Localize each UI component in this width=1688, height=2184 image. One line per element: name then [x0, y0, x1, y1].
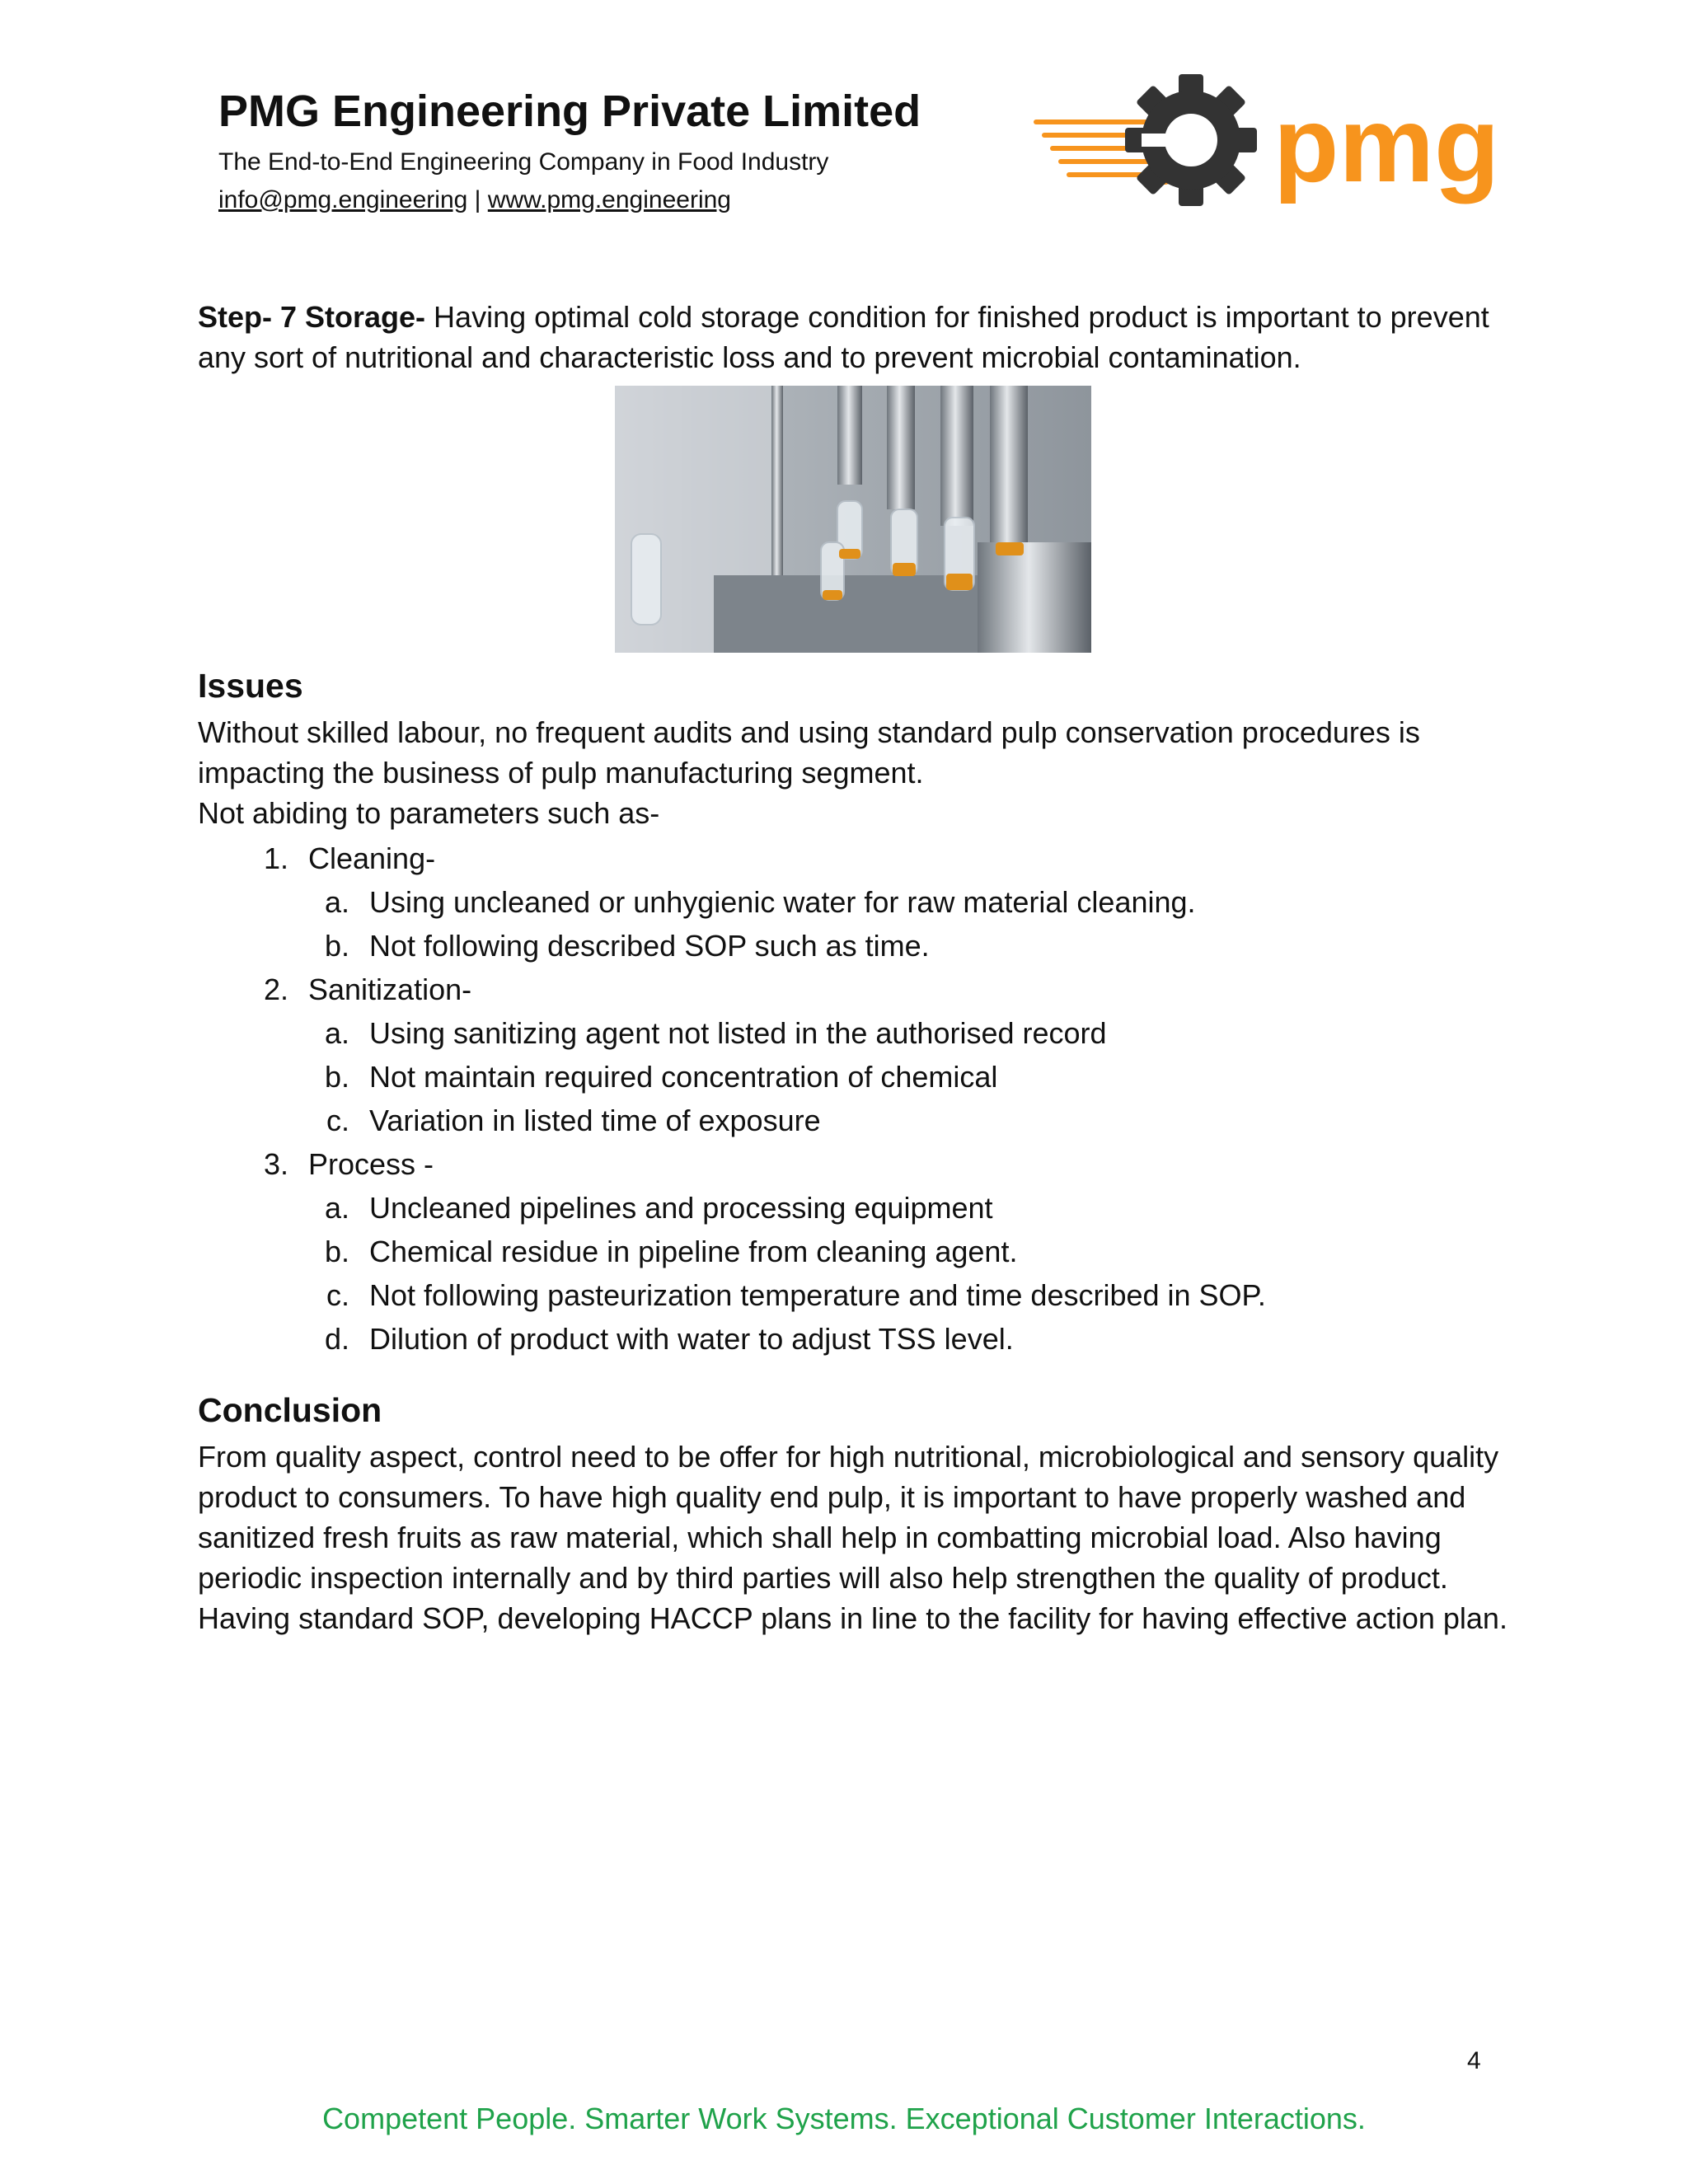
contact-separator: |: [474, 186, 481, 213]
bottling-line-photo: [615, 386, 1091, 653]
logo-wordmark: pmg: [1273, 84, 1500, 204]
issue-subitem: c. Not following pasteurization temperature and time described in SOP.: [358, 1273, 1517, 1317]
bottling-machine-image: [615, 386, 1091, 653]
issue-item-sanitization: [297, 968, 1517, 1142]
pmg-logo: [1034, 66, 1500, 214]
conclusion-heading: Conclusion: [198, 1391, 382, 1429]
company-tagline: The End-to-End Engineering Company in Food Industry: [218, 148, 829, 176]
issue-title: Sanitization-: [308, 972, 472, 1006]
storage-paragraph: [198, 297, 1517, 377]
issues-list: [198, 837, 1517, 1361]
issue-subitem: a. Using uncleaned or unhygienic water for raw material cleaning.: [358, 880, 1517, 924]
storage-step-label: Step- 7 Storage-: [198, 300, 426, 334]
conclusion-text: From quality aspect, control need to be offer for high nutritional, microbiological and sensory quality product to consumers. To have high quality end pulp, it is important to have properly washed and sanitized fresh fruits as raw material, which shall help in combatting microbial load. Also having periodic inspection internally and by third parties will also help strengthen the quality of product. Having standard SOP, developing HACCP plans in line to the facility for having effective action plan.: [198, 1440, 1507, 1635]
page-number: 4: [1467, 2047, 1481, 2074]
document-body: [198, 297, 1517, 1638]
issue-sublist: [308, 880, 1517, 968]
issue-sublist: [308, 1186, 1517, 1361]
issue-subitem: c. Variation in listed time of exposure: [358, 1099, 1517, 1142]
issue-sublist: [308, 1011, 1517, 1142]
gear-icon: [1125, 74, 1257, 206]
contact-line: [218, 181, 960, 219]
company-name: PMG Engineering Private Limited: [218, 87, 921, 136]
issue-subitem: b. Not maintain required concentration of chemical: [358, 1055, 1517, 1099]
issue-item-process: [297, 1142, 1517, 1361]
issue-title: Cleaning-: [308, 841, 436, 875]
letterhead: [218, 82, 960, 219]
issue-subitem: a. Uncleaned pipelines and processing equipment: [358, 1186, 1517, 1230]
issue-title: Process -: [308, 1147, 434, 1181]
issues-heading: Issues: [198, 667, 303, 705]
email-link[interactable]: info@pmg.engineering: [218, 186, 468, 213]
issues-lead: Not abiding to parameters such as-: [198, 796, 660, 830]
website-link[interactable]: www.pmg.engineering: [487, 186, 731, 213]
issue-subitem: d. Dilution of product with water to adjust TSS level.: [358, 1317, 1517, 1361]
issue-subitem: b. Not following described SOP such as time.: [358, 924, 1517, 968]
issue-subitem: b. Chemical residue in pipeline from cleaning agent.: [358, 1230, 1517, 1273]
issues-intro: Without skilled labour, no frequent audits and using standard pulp conservation procedures is impacting the business of pulp manufacturing segment.: [198, 715, 1420, 790]
issue-subitem: a. Using sanitizing agent not listed in the authorised record: [358, 1011, 1517, 1055]
issue-item-cleaning: [297, 837, 1517, 968]
footer-slogan: Competent People. Smarter Work Systems. Exceptional Customer Interactions.: [322, 2102, 1366, 2135]
storage-step-text: Having optimal cold storage condition for finished product is important to prevent any sort of nutritional and characteristic loss and to prevent microbial contamination.: [198, 300, 1489, 374]
